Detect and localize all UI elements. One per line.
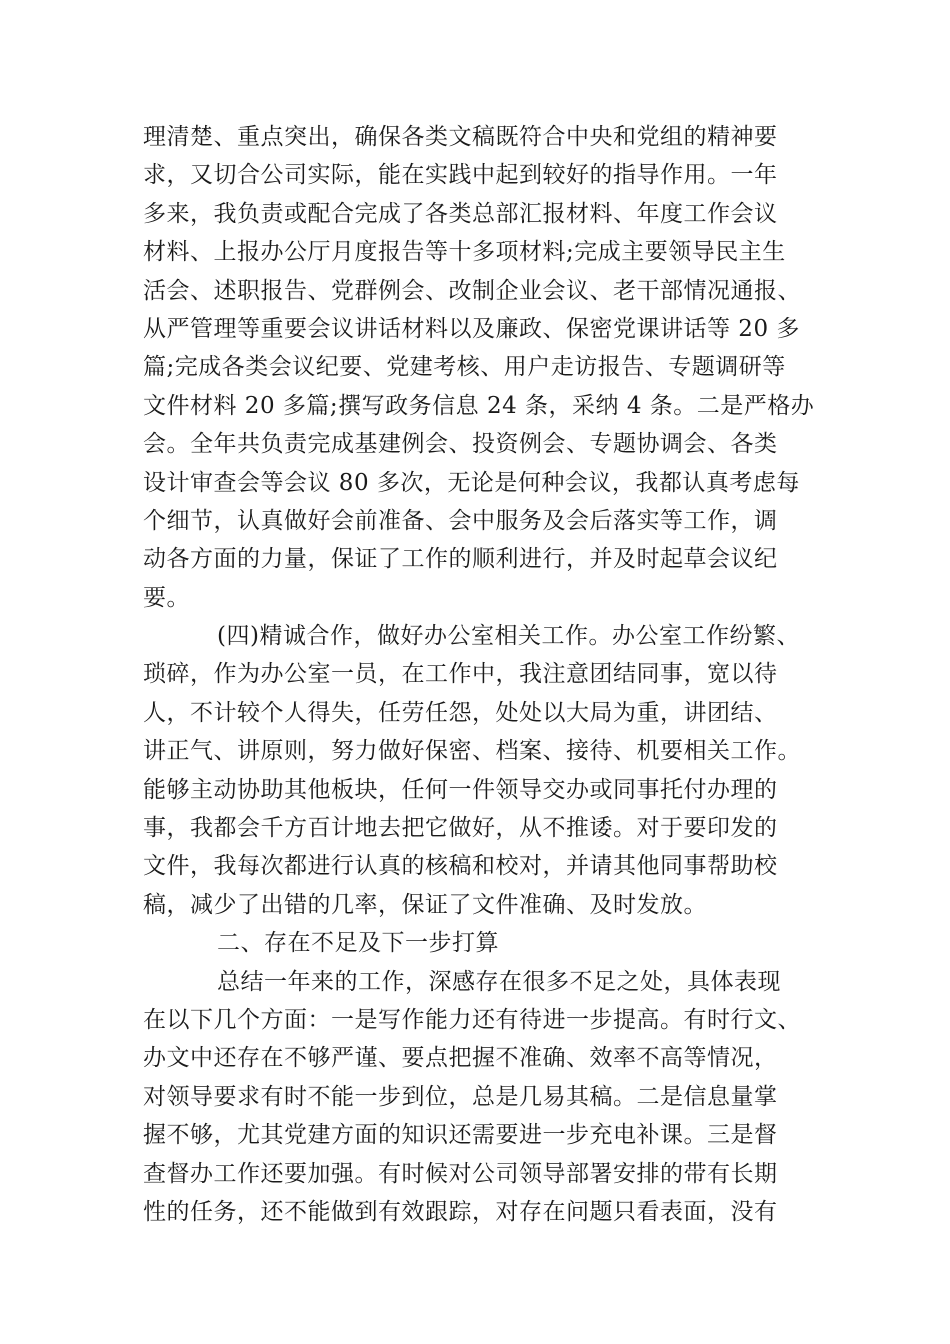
text-line: 从严管理等重要会议讲话材料以及廉政、保密党课讲话等 20 多: [143, 315, 800, 342]
text-line: 个细节，认真做好会前准备、会中服务及会后落实等工作，调: [143, 507, 778, 534]
text-line: 材料、上报办公厅月度报告等十多项材料;完成主要领导民主生: [143, 239, 786, 266]
text-line: 能够主动协助其他板块，任何一件领导交办或同事托付办理的: [143, 776, 778, 803]
text-line: 设计审查会等会议 80 多次，无论是何种会议，我都认真考虑每: [143, 469, 800, 496]
text-line: 会。全年共负责完成基建例会、投资例会、专题协调会、各类: [143, 431, 778, 458]
text-line: 性的任务，还不能做到有效跟踪，对存在问题只看表面，没有: [143, 1198, 778, 1225]
text-line: 理清楚、重点突出，确保各类文稿既符合中央和党组的精神要: [143, 124, 778, 150]
text-line: 活会、述职报告、党群例会、改制企业会议、老干部情况通报、: [143, 277, 801, 304]
text-line: 文件材料 20 多篇;撰写政务信息 24 条，采纳 4 条。二是严格办: [143, 392, 815, 419]
text-line: 篇;完成各类会议纪要、党建考核、用户走访报告、专题调研等: [143, 354, 786, 381]
text-line: (四)精诚合作，做好办公室相关工作。办公室工作纷繁、: [217, 623, 800, 650]
text-line: 在以下几个方面：一是写作能力还有待进一步提高。有时行文、: [143, 1006, 801, 1033]
text-line: 办文中还存在不够严谨、要点把握不准确、效率不高等情况，: [143, 1045, 778, 1072]
text-line: 总结一年来的工作，深感存在很多不足之处，具体表现: [217, 968, 781, 995]
text-line: 对领导要求有时不能一步到位，总是几易其稿。二是信息量掌: [143, 1083, 778, 1110]
text-line: 查督办工作还要加强。有时候对公司领导部署安排的带有长期: [143, 1160, 778, 1187]
text-line: 求，又切合公司实际，能在实践中起到较好的指导作用。一年: [143, 162, 778, 189]
text-line: 多来，我负责或配合完成了各类总部汇报材料、年度工作会议: [143, 200, 778, 227]
text-line: 握不够，尤其党建方面的知识还需要进一步充电补课。三是督: [143, 1122, 778, 1149]
text-line: 动各方面的力量，保证了工作的顺利进行，并及时起草会议纪: [143, 546, 778, 573]
text-line: 要。: [143, 584, 190, 611]
text-line: 讲正气、讲原则，努力做好保密、档案、接待、机要相关工作。: [143, 738, 801, 765]
text-line: 琐碎，作为办公室一员，在工作中，我注意团结同事，宽以待: [143, 661, 778, 688]
document-body: [143, 118, 815, 1231]
text-line: 事，我都会千方百计地去把它做好，从不推诿。对于要印发的: [143, 815, 778, 842]
text-line: 二、存在不足及下一步打算: [217, 930, 499, 957]
text-line: 文件，我每次都进行认真的核稿和校对，并请其他同事帮助校: [143, 853, 778, 880]
text-line: 稿，减少了出错的几率，保证了文件准确、及时发放。: [143, 891, 707, 918]
text-line: 人，不计较个人得失，任劳任怨，处处以大局为重，讲团结、: [143, 699, 778, 726]
